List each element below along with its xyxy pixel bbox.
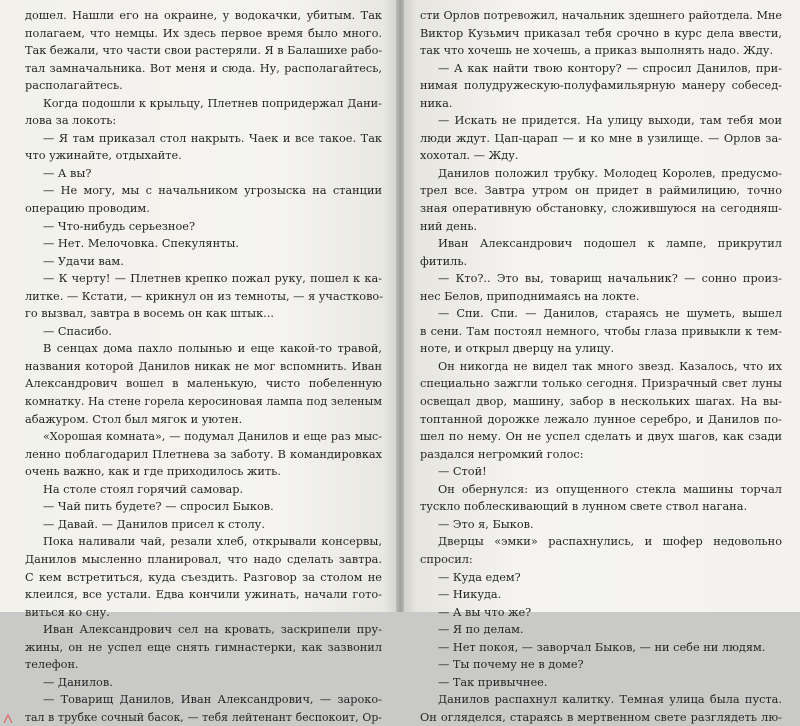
right-page-line: — Искать не придется. На улицу выходи, там тебя мои xyxy=(438,114,782,128)
right-page-line: шел по нему. Он не успел сделать и двух шагов, как сзади xyxy=(420,430,782,444)
left-page-line: — Спасибо. xyxy=(43,324,112,338)
left-page-line: дошел. Нашли его на окраине, у водокачки, убитым. Так xyxy=(25,9,382,22)
left-page-line: виться ко сну. xyxy=(25,605,110,619)
right-page-line: — Нет покоя, — заворчал Быков, — ни себе ни людям. xyxy=(438,640,766,654)
left-page-line: очень важно, как и где приходилось жить. xyxy=(25,465,281,479)
right-page-line: Он никогда не видел так много звезд. Казалось, что их xyxy=(438,359,782,373)
left-page-line: тал в трубке сочный басок, — тебя лейтенант беспокоит, Ор- xyxy=(25,710,382,724)
right-page-line: — Куда едем? xyxy=(438,570,521,584)
left-page-line: — Давай. — Данилов присел к столу. xyxy=(43,517,265,531)
right-page-line: — Никуда. xyxy=(438,588,502,602)
right-page-line: тускло поблескивающий в лунном свете ствол нагана. xyxy=(420,500,748,514)
right-page-line: топтанной дорожке лежало лунное серебро, и Данилов по- xyxy=(420,412,782,426)
right-page-line: ника. xyxy=(420,96,453,110)
left-page-line: — Что-нибудь серьезное? xyxy=(43,219,196,233)
left-page-line: С кем встретиться, куда съездить. Разговор за столом не xyxy=(25,570,382,584)
right-page-line: фитиль. xyxy=(420,254,468,268)
corner-mark-icon xyxy=(3,714,13,724)
left-page-line: операцию проводим. xyxy=(25,202,150,216)
left-page-line: что ужинайте, отдыхайте. xyxy=(25,149,182,163)
left-page-line: — Данилов. xyxy=(43,675,113,689)
left-page-line: В сенцах дома пахло полынью и еще какой-то травой, xyxy=(43,342,382,356)
right-page-line: — А вы что же? xyxy=(438,605,532,619)
left-page-line: Пока наливали чай, резали хлеб, открывали консервы, xyxy=(43,535,382,549)
right-page-line: — Стой! xyxy=(438,465,487,479)
right-page-line: Виктор Кузьмич приказал тебя срочно в курс дела ввести, xyxy=(420,26,782,40)
right-page-line: — Так привычнее. xyxy=(438,675,548,689)
right-page-line: специально зажгли только сегодня. Призрачный свет луны xyxy=(420,377,782,391)
left-page-line: жины, он не успел еще снять гимнастерки, как зазвонил xyxy=(25,640,382,654)
left-page-line: Так бежали, что части свои растеряли. Я в Балашихе рабо- xyxy=(25,44,383,58)
right-page-line: освещал двор, машину, забор в нескольких шагах. На вы- xyxy=(420,395,782,409)
left-page-line: — Я там приказал стол накрыть. Чаек и все такое. Так xyxy=(43,131,382,145)
left-page-line: клеился, все устали. Едва кончили ужинать, начали гото- xyxy=(25,588,382,602)
left-page-line: — Чай пить будете? — спросил Быков. xyxy=(43,500,274,514)
right-page-line: в сени. Там постоял немного, чтобы глаза привыкли к тем- xyxy=(420,324,782,338)
left-page-line: — К черту! — Плетнев крепко пожал руку, пошел к ка- xyxy=(43,272,382,286)
left-page-line: Иван Александрович сел на кровать, заскрипели пру- xyxy=(43,623,382,637)
left-page-line: Александрович вошел в маленькую, чисто побеленную xyxy=(25,377,382,391)
left-page xyxy=(0,0,400,724)
right-page-line: нимая полудружескую-полуфамильярную манеру собесед- xyxy=(420,79,782,93)
left-page-line: комнатку. На стене горела керосиновая лампа под зеленым xyxy=(25,395,382,409)
right-page-line: раздался негромкий голос: xyxy=(420,447,584,461)
right-page-line: — Я по делам. xyxy=(438,623,524,637)
right-page xyxy=(400,0,800,724)
left-page-line: го вызвал, завтра в восемь он как штык... xyxy=(25,307,274,321)
right-page-line: Данилов распахнул калитку. Темная улица была пуста. xyxy=(438,693,782,707)
right-page-line: — Ты почему не в доме? xyxy=(438,658,584,672)
left-page-line: располагайтесь. xyxy=(25,79,123,93)
left-page-line: Данилов мысленно планировал, что надо сделать завтра. xyxy=(25,552,382,566)
left-page-line: названия которой Данилов никак не мог вспомнить. Иван xyxy=(25,359,382,373)
right-page-line: спросил: xyxy=(420,552,473,566)
right-page-line: — Кто?.. Это вы, товарищ начальник? — сонно произ- xyxy=(438,272,782,286)
right-page-line: Данилов положил трубку. Молодец Королев, предусмо- xyxy=(438,166,782,180)
right-page-line: хохотал. — Жду. xyxy=(420,149,519,163)
right-page-line: Иван Александрович подошел к лампе, прикрутил xyxy=(438,237,782,251)
left-page-line: полагаем, что немцы. Их здесь первое время было много. xyxy=(25,26,382,40)
right-page-line: нес Белов, приподнимаясь на локте. xyxy=(420,289,640,303)
left-page-line: тал замначальника. Вот меня и сюда. Ну, располагайтесь, xyxy=(25,61,382,75)
right-page-line: Он огляделся, стараясь в мертвенном свете разглядеть лю- xyxy=(420,710,782,724)
right-page-line: — Спи. Спи. — Данилов, стараясь не шуметь, вышел xyxy=(438,307,782,321)
right-page-line: Он обернулся: из опущенного стекла машины торчал xyxy=(438,482,782,496)
right-page-line: трел все. Завтра утром он придет в раймилицию, точно xyxy=(420,184,782,198)
left-page-line: На столе стоял горячий самовар. xyxy=(43,482,244,496)
right-page-line: люди ждут. Цап-царап — и ко мне в узилище. — Орлов за- xyxy=(420,131,782,145)
right-page-line: Дверцы «эмки» распахнулись, и шофер недовольно xyxy=(438,535,782,549)
right-page-line: ний день. xyxy=(420,219,478,233)
left-page-line: — Удачи вам. xyxy=(43,254,124,268)
left-page-line: Когда подошли к крыльцу, Плетнев попридержал Дани- xyxy=(43,96,382,110)
left-page-line: лова за локоть: xyxy=(25,114,117,128)
right-page-line: зная оперативную обстановку, сложившуюся на сегодняш- xyxy=(420,202,782,216)
right-page-line: — Это я, Быков. xyxy=(438,517,534,531)
book-gutter xyxy=(396,0,404,612)
left-page-line: — Товарищ Данилов, Иван Александрович, — зароко- xyxy=(43,693,382,707)
right-page-line: ноте, и открыл дверцу на улицу. xyxy=(420,342,615,356)
left-page-line: литке. — Кстати, — крикнул он из темноты, — я участково- xyxy=(25,289,384,303)
left-page-line: ленно поблагодарил Плетнева за заботу. В командировках xyxy=(25,447,382,461)
left-page-line: абажуром. Стол был мягок и уютен. xyxy=(25,412,243,426)
right-page-line: сти Орлов потревожил, начальник здешнего райотдела. Мне xyxy=(420,9,782,22)
left-page-line: телефон. xyxy=(25,658,79,672)
left-page-line: — А вы? xyxy=(43,166,92,180)
left-page-line: «Хорошая комната», — подумал Данилов и еще раз мыс- xyxy=(43,430,382,444)
right-page-line: так что хочешь не хочешь, а приказ выполнять надо. Жду. xyxy=(420,44,774,58)
left-page-line: — Нет. Мелочовка. Спекулянты. xyxy=(43,237,239,251)
left-page-line: — Не могу, мы с начальником угрозыска на станции xyxy=(43,184,382,198)
right-page-line: — А как найти твою контору? — спросил Данилов, при- xyxy=(438,61,782,75)
